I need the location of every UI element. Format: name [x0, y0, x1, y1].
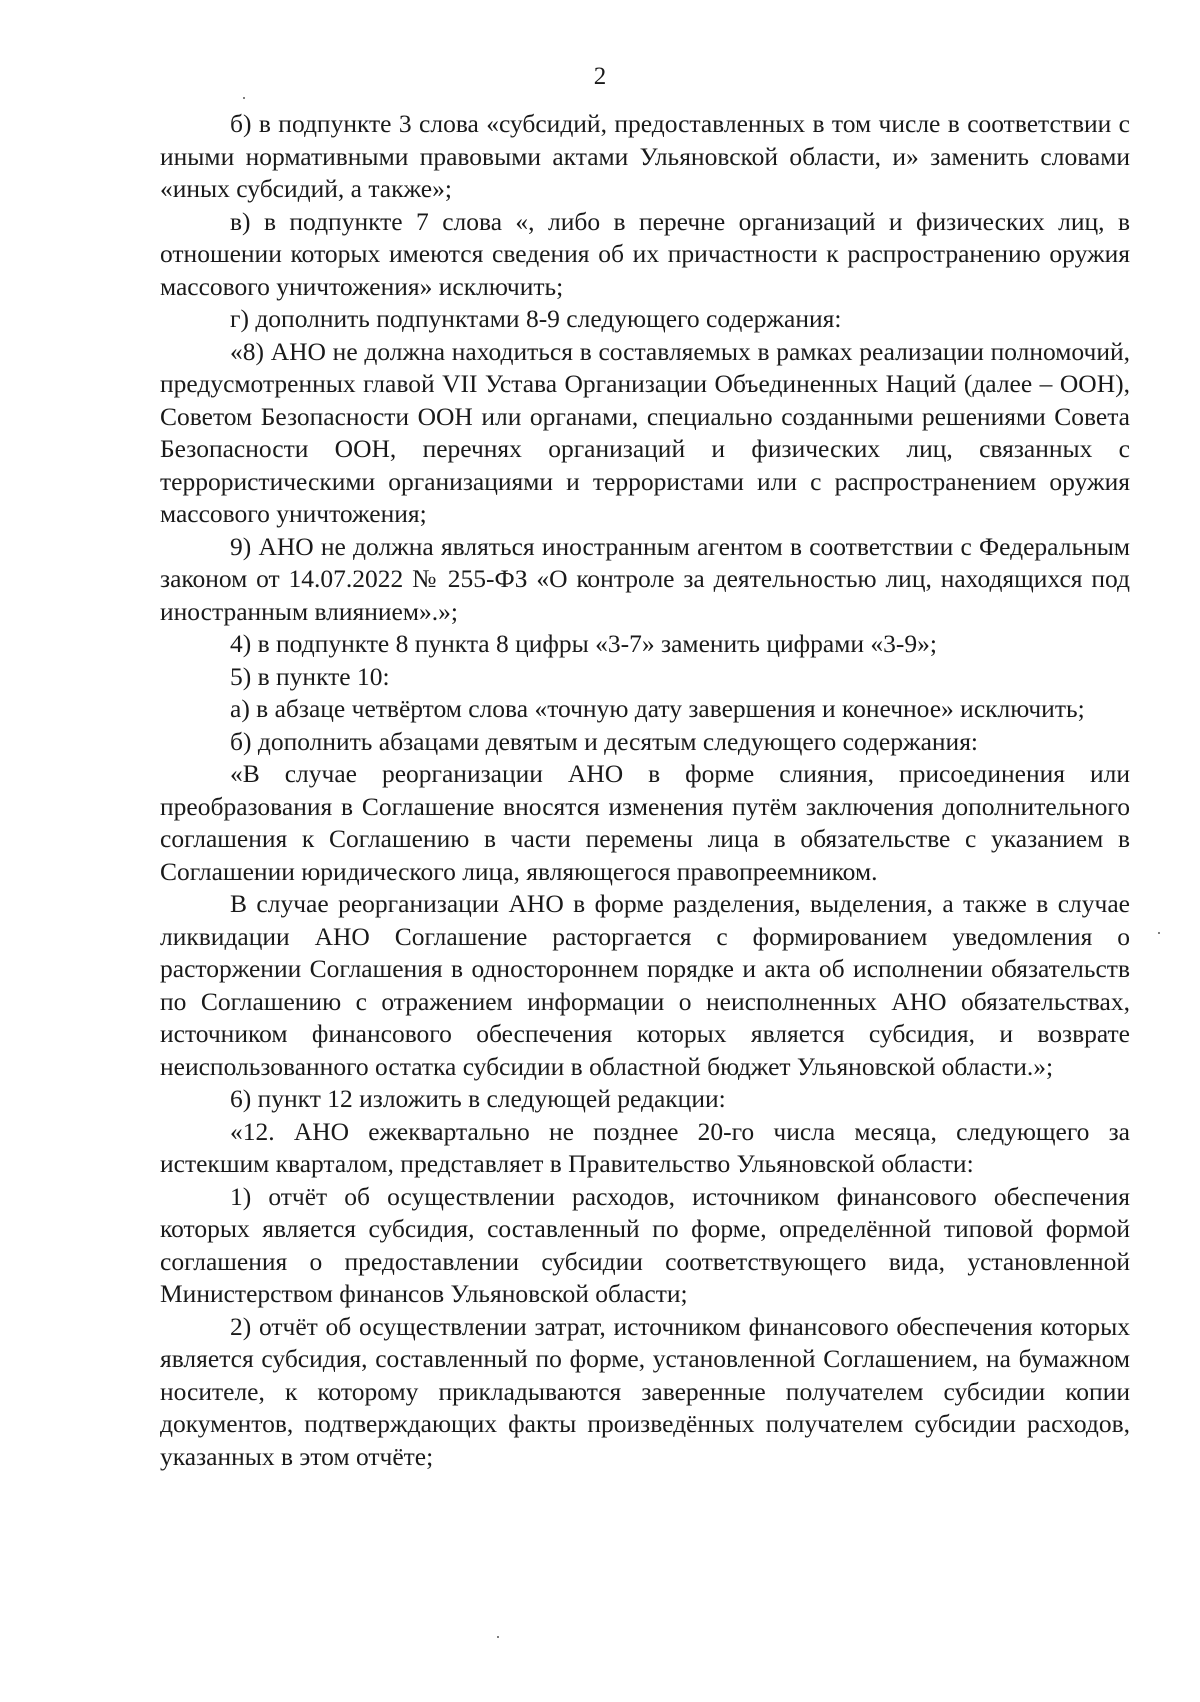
paragraph: 1) отчёт об осуществлении расходов, источником финансового обеспечения которых является субсидия, составленный по форме, определённой типовой формой соглашения о предоставлении субсидии соответствующего вида, установленной Министерством финансов Ульяновской области;: [160, 1181, 1130, 1308]
paragraph: В случае реорганизации АНО в форме разделения, выделения, а также в случае ликвидации АНО Соглашение расторгается с формированием уведомления о расторжении Соглашения в одностороннем порядке и акта об исполнении обязательств по Соглашению с отражением информации о неисполненных АНО обязательствах, источником финансового обеспечения которых является субсидия, и возврате неиспользованного остатка субсидии в областной бюджет Ульяновской области.»;: [160, 889, 1130, 1081]
scan-speck: [497, 1636, 499, 1638]
paragraph: 2) отчёт об осуществлении затрат, источником финансового обеспечения которых является субсидия, составленный по форме, установленной Соглашением, на бумажном носителе, к которому прикладываются заверенные получателем субсидии копии документов, подтверждающих факты произведённых получателем субсидии расходов, указанных в этом отчёте;: [160, 1311, 1130, 1471]
paragraph: б) дополнить абзацами девятым и десятым следующего содержания:: [230, 726, 979, 756]
paragraph: б) в подпункте 3 слова «субсидий, предоставленных в том числе в соответствии с иными нормативными правовыми актами Ульяновской области, и» заменить словами «иных субсидий, а также»;: [160, 109, 1130, 203]
scan-speck: [243, 97, 245, 99]
paragraph: 9) АНО не должна являться иностранным агентом в соответствии с Федеральным законом от 14.07.2022 № 255-ФЗ «О контроле за деятельностью лиц, находящихся под иностранным влиянием».»;: [160, 531, 1130, 626]
paragraph: 4) в подпункте 8 пункта 8 цифры «3-7» заменить цифрами «3-9»;: [230, 629, 937, 658]
paragraph: «8) АНО не должна находиться в составляемых в рамках реализации полномочий, предусмотренных главой VII Устава Организации Объединенных Наций (далее – ООН), Советом Безопасности ООН или органами, специально созданными решениями Совета Безопасности ООН, перечнях организаций и физических лиц, связанных с террористическими организациями и террористами или с распространением оружия массового уничтожения;: [160, 336, 1130, 528]
paragraph: «В случае реорганизации АНО в форме слияния, присоединения или преобразования в Соглашение вносятся изменения путём заключения дополнительного соглашения к Соглашению в части перемены лица в обязательстве с указанием в Соглашении юридического лица, являющегося правопреемником.: [160, 759, 1130, 886]
scan-speck: [1158, 932, 1160, 934]
paragraph: а) в абзаце четвёртом слова «точную дату завершения и конечное» исключить;: [230, 694, 1085, 723]
paragraph: 5) в пункте 10:: [230, 661, 390, 691]
document-body: [160, 108, 1130, 1473]
page-number: 2: [593, 63, 607, 90]
paragraph: г) дополнить подпунктами 8-9 следующего содержания:: [230, 304, 842, 333]
paragraph: 6) пункт 12 изложить в следующей редакции:: [230, 1084, 726, 1113]
paragraph: в) в подпункте 7 слова «, либо в перечне организаций и физических лиц, в отношении которых имеются сведения об их причастности к распространению оружия массового уничтожения» исключить;: [160, 206, 1130, 301]
paragraph: «12. АНО ежеквартально не позднее 20-го числа месяца, следующего за истекшим кварталом, представляет в Правительство Ульяновской области:: [160, 1116, 1130, 1178]
